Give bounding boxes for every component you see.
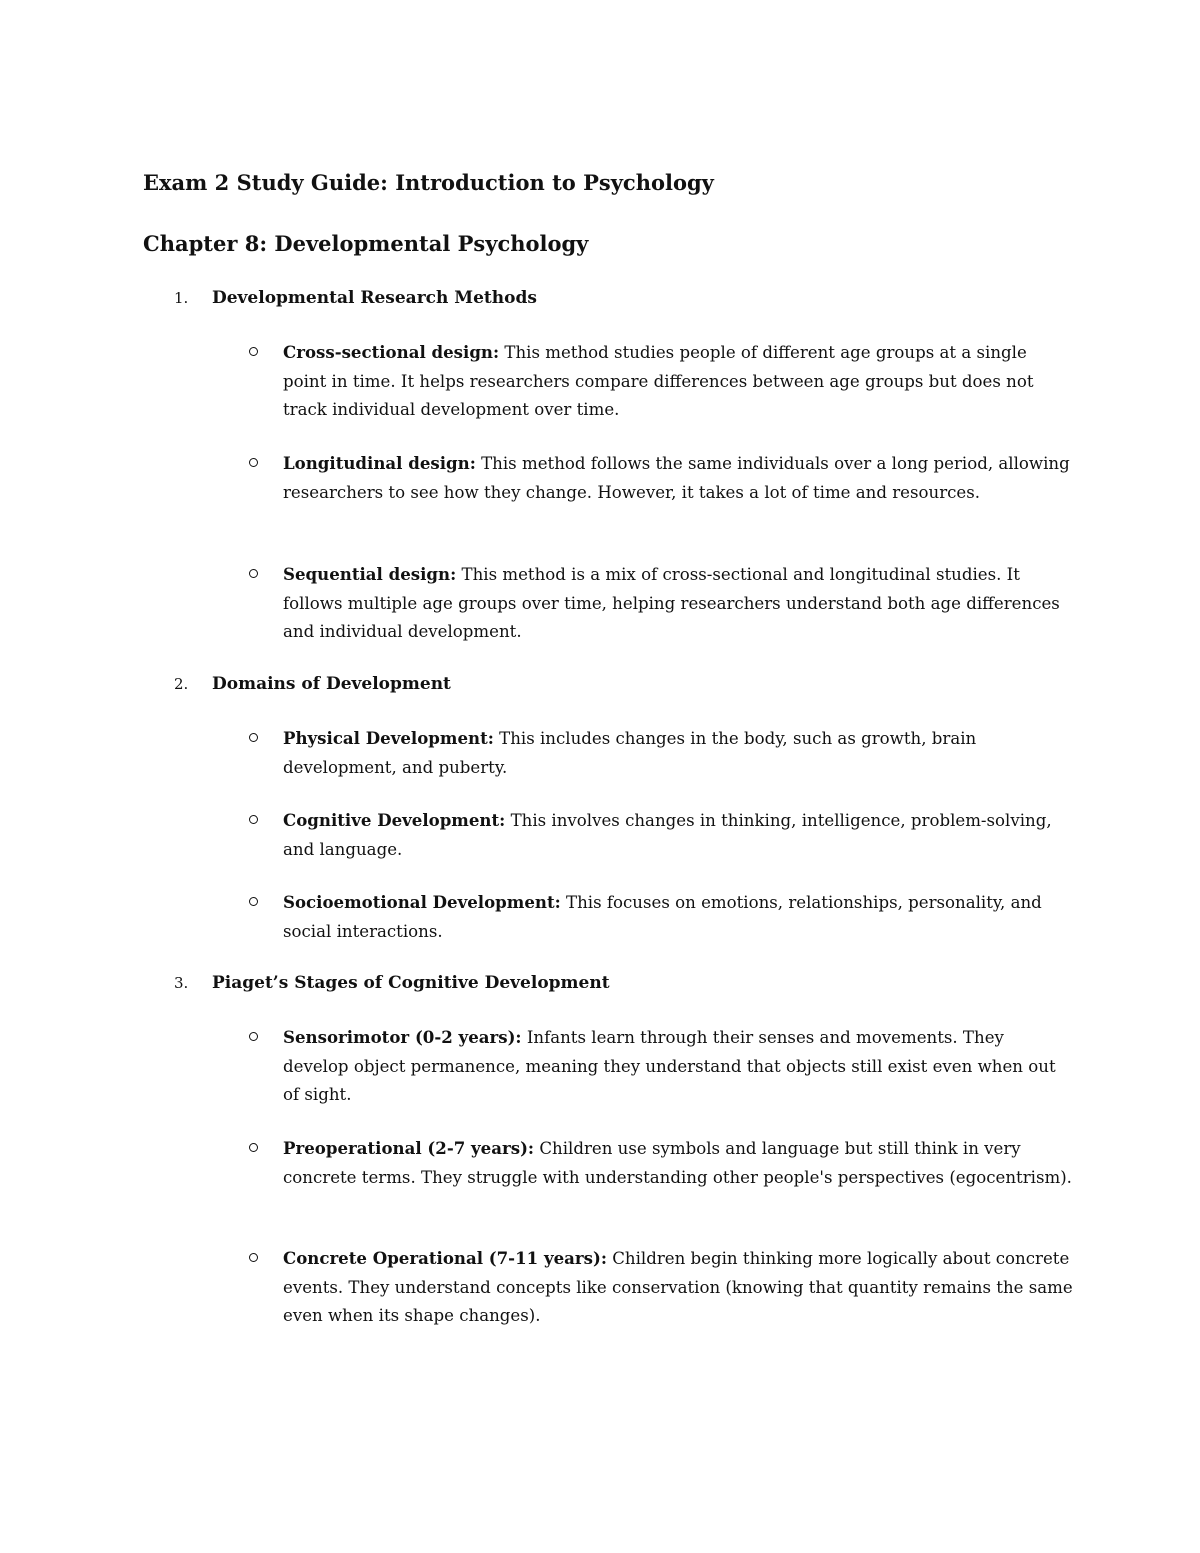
hollow-circle-bullet-icon [249, 1032, 258, 1041]
section-number: 1. [174, 289, 189, 307]
list-item-text [283, 1134, 1073, 1192]
section-number: 3. [174, 974, 189, 992]
list-item-text [283, 1244, 1073, 1331]
term-description: This involves changes in thinking, intelligence, problem-solving, and language. [283, 811, 1052, 859]
list-item-text [283, 888, 1073, 946]
list-item-text [283, 560, 1073, 647]
term-description: This includes changes in the body, such as growth, brain development, and puberty. [283, 729, 977, 777]
term-description: This method is a mix of cross-sectional and longitudinal studies. It follows multiple age groups over time, helping researchers understand both age differences and individual development. [283, 565, 1060, 641]
hollow-circle-bullet-icon [249, 733, 258, 742]
term-label: Socioemotional Development: [283, 892, 561, 912]
term-label: Longitudinal design: [283, 453, 476, 473]
term-label: Cognitive Development: [283, 810, 506, 830]
hollow-circle-bullet-icon [249, 1143, 258, 1152]
list-item-text [283, 1023, 1073, 1110]
term-description: This method follows the same individuals over a long period, allowing researchers to see how they change. However, it takes a lot of time and resources. [283, 454, 1070, 502]
hollow-circle-bullet-icon [249, 815, 258, 824]
hollow-circle-bullet-icon [249, 569, 258, 578]
term-label: Physical Development: [283, 728, 494, 748]
section-number: 2. [174, 675, 189, 693]
section-heading-label: Piaget’s Stages of Cognitive Development [212, 973, 610, 993]
hollow-circle-bullet-icon [249, 1253, 258, 1262]
term-label: Concrete Operational (7-11 years): [283, 1248, 607, 1268]
term-label: Cross-sectional design: [283, 342, 500, 362]
list-item-text [283, 449, 1073, 507]
term-description: This method studies people of different age groups at a single point in time. It helps researchers compare differences between age groups but does not track individual development over time. [283, 343, 1034, 419]
section-heading-label: Developmental Research Methods [212, 288, 537, 308]
term-description: Children use symbols and language but still think in very concrete terms. They struggle with understanding other people's perspectives (egocentrism). [283, 1139, 1072, 1187]
hollow-circle-bullet-icon [249, 458, 258, 467]
hollow-circle-bullet-icon [249, 897, 258, 906]
chapter-title: Chapter 8: Developmental Psychology [143, 231, 589, 256]
list-item-text [283, 724, 1073, 782]
term-description: This focuses on emotions, relationships, personality, and social interactions. [283, 893, 1042, 941]
term-label: Sequential design: [283, 564, 457, 584]
list-item-text [283, 806, 1073, 864]
term-description: Children begin thinking more logically about concrete events. They understand concepts like conservation (knowing that quantity remains the same even when its shape changes). [283, 1249, 1073, 1325]
section-heading-label: Domains of Development [212, 674, 451, 694]
term-description: Infants learn through their senses and movements. They develop object permanence, meaning they understand that objects still exist even when out of sight. [283, 1028, 1056, 1104]
list-item-text [283, 338, 1073, 425]
document-title: Exam 2 Study Guide: Introduction to Psychology [143, 170, 714, 195]
term-label: Sensorimotor (0-2 years): [283, 1027, 522, 1047]
term-label: Preoperational (2-7 years): [283, 1138, 535, 1158]
hollow-circle-bullet-icon [249, 347, 258, 356]
